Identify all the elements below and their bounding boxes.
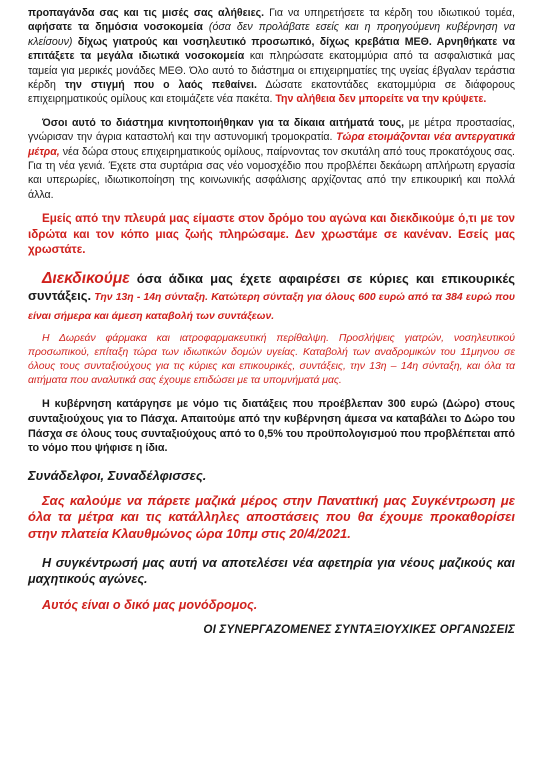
- slogan: Αυτός είναι ο δικό μας μονόδρομος.: [42, 598, 258, 613]
- text-run: Για να υπηρετήσετε τα κέρδη του ιδιωτικού τομέα,: [264, 7, 515, 19]
- text-run: Τώρα ετοιμάζονται νέα αντεργατικά μέτρα,: [28, 131, 515, 158]
- demands-heading: [28, 270, 515, 325]
- text-run: με μέτρα προστασίας, γνώρισαν την άγρια καταστολή και την αστυνομική τρομοκρατία.: [28, 116, 515, 144]
- paragraph-repression: [28, 116, 515, 202]
- text-run: (όσα δεν προλάβατε εσείς και η προηγούμενη κυβέρνηση να κλείσουν): [28, 21, 515, 48]
- text-run: Την 13η - 14η σύνταξη. Κατώτερη σύνταξη για όλους 600 ευρώ από τα 384 ευρώ που είναι σήμερα και άμεση καταβολή των συντάξεων.: [28, 291, 515, 322]
- text-run: Όσοι αυτό το διάστημα κινητοποιήθηκαν για τα δίκαια αιτήματά τους,: [42, 116, 405, 129]
- text-run: Την αλήθεια δεν μπορείτε να την κρύψετε.: [275, 93, 487, 106]
- greeting: Συνάδελφοι, Συναδέλφισσες.: [28, 467, 207, 483]
- text-run: την στιγμή που ο λαός πεθαίνει.: [64, 79, 257, 92]
- signature: ΟΙ ΣΥΝΕΡΓΑΖΟΜΕΝΕΣ ΣΥΝΤΑΞΙΟΥΧΙΚΕΣ ΟΡΓΑΝΩΣΕΙΣ: [203, 623, 515, 637]
- text-run: νέα δώρα στους επιχειρηματικούς ομίλους, παίρνοντας τον σκυτάλη από τους προκατόχους σας. Για τη νέα γενιά. Έχετε στα συρτάρια σας νέο νομοσχέδιο που προβλέπει δεκάωρη απλήρωτη εργασία και υπερωρίες, ιδιωτικοποίηση της κοινωνικής ασφάλισης αρχίζοντας από την επικουρική και πολλά άλλα.: [28, 145, 515, 201]
- paragraph-new-start: Η συγκέντρωσή μας αυτή να αποτελέσει νέα αφετηρία για νέους μαζικούς και μαχητικούς αγώνες.: [28, 556, 515, 587]
- text-run: Δώσατε εκατοντάδες εκατομμύρια σε διάφορους επιχειρηματικούς ομίλους και ετοιμάζετε νέα πακέτα.: [28, 79, 515, 106]
- text-run: και πληρώσατε εκατομμύρια από τα ασφαλιστικά μας ταμεία για μερικές μονάδες ΜΕΘ. Όλο αυτό το διάστημα οι επιχειρηματίες της υγείας έβγαλαν τεράστια κέρδη: [28, 50, 515, 92]
- text-run: αφήσατε τα δημόσια νοσοκομεία: [28, 21, 203, 34]
- section-demands: [28, 270, 515, 389]
- text-run: όσα άδικα μας έχετε αφαιρέσει σε κύριες και επικουρικές συντάξεις.: [28, 270, 515, 303]
- demands-keyword: Διεκδικούμε: [42, 269, 130, 287]
- text-run: προπαγάνδα σας και τις μισές σας αλήθειες.: [28, 7, 265, 19]
- paragraph-struggle: Εμείς από την πλευρά μας είμαστε στον δρόμο του αγώνα και διεκδικούμε ό,τι με τον ιδρώτα και τον κόπο μιας ζωής πληρώσαμε. Δεν χρωστάμε σε κανέναν. Εσείς μας χρωστάτε.: [28, 212, 515, 257]
- paragraph-easter-bonus: Η κυβέρνηση κατάργησε με νόμο τις διατάξεις που προέβλεπαν 300 ευρώ (Δώρο) στους συνταξιούχους για το Πάσχα. Απαιτούμε από την κυβέρνηση άμεσα να καταβάλει το Δώρο του Πάσχα σε όλους τους συνταξιούχους από το 0,5% του προϋπολογισμού που προβλέπεται από το νόμο που ψήφισε η ίδια.: [28, 398, 515, 455]
- text-run: δίχως γιατρούς και νοσηλευτικό προσωπικό, δίχως κρεβάτια ΜΕΘ. Αρνηθήκατε να επιτάξετε τα μεγάλα ιδιωτικά νοσοκομεία: [28, 35, 515, 63]
- call-to-rally: Σας καλούμε να πάρετε μαζικά μέρος στην Πανατtική μας Συγκέντρωση με όλα τα μέτρα και τις κατάλληλες αποστάσεις που θα έχουμε προκαθορίσει στην πλατεία Κλαυθμώνος ώρα 10πμ στις 20/4/2021.: [28, 492, 515, 542]
- paragraph-healthcare: [28, 6, 515, 107]
- demands-detail: Η Δωρεάν φάρμακα και ιατροφαρμακευτική περίθαλψη. Προσλήψεις γιατρών, νοσηλευτικού προσωπικού, επίταξη τώρα των ιδιωτικών δομών υγείας. Καταβολή των αναδρομικών του 11μηνου σε όλους τους συνταξιούχους για τις κύριες και επικουρικές, συντάξεις, την 13η – 14η σύνταξη, και όλα τα αιτήματα που αναλυτικά σας έχουμε επιδώσει με τα υπομνήματά μας.: [28, 332, 515, 387]
